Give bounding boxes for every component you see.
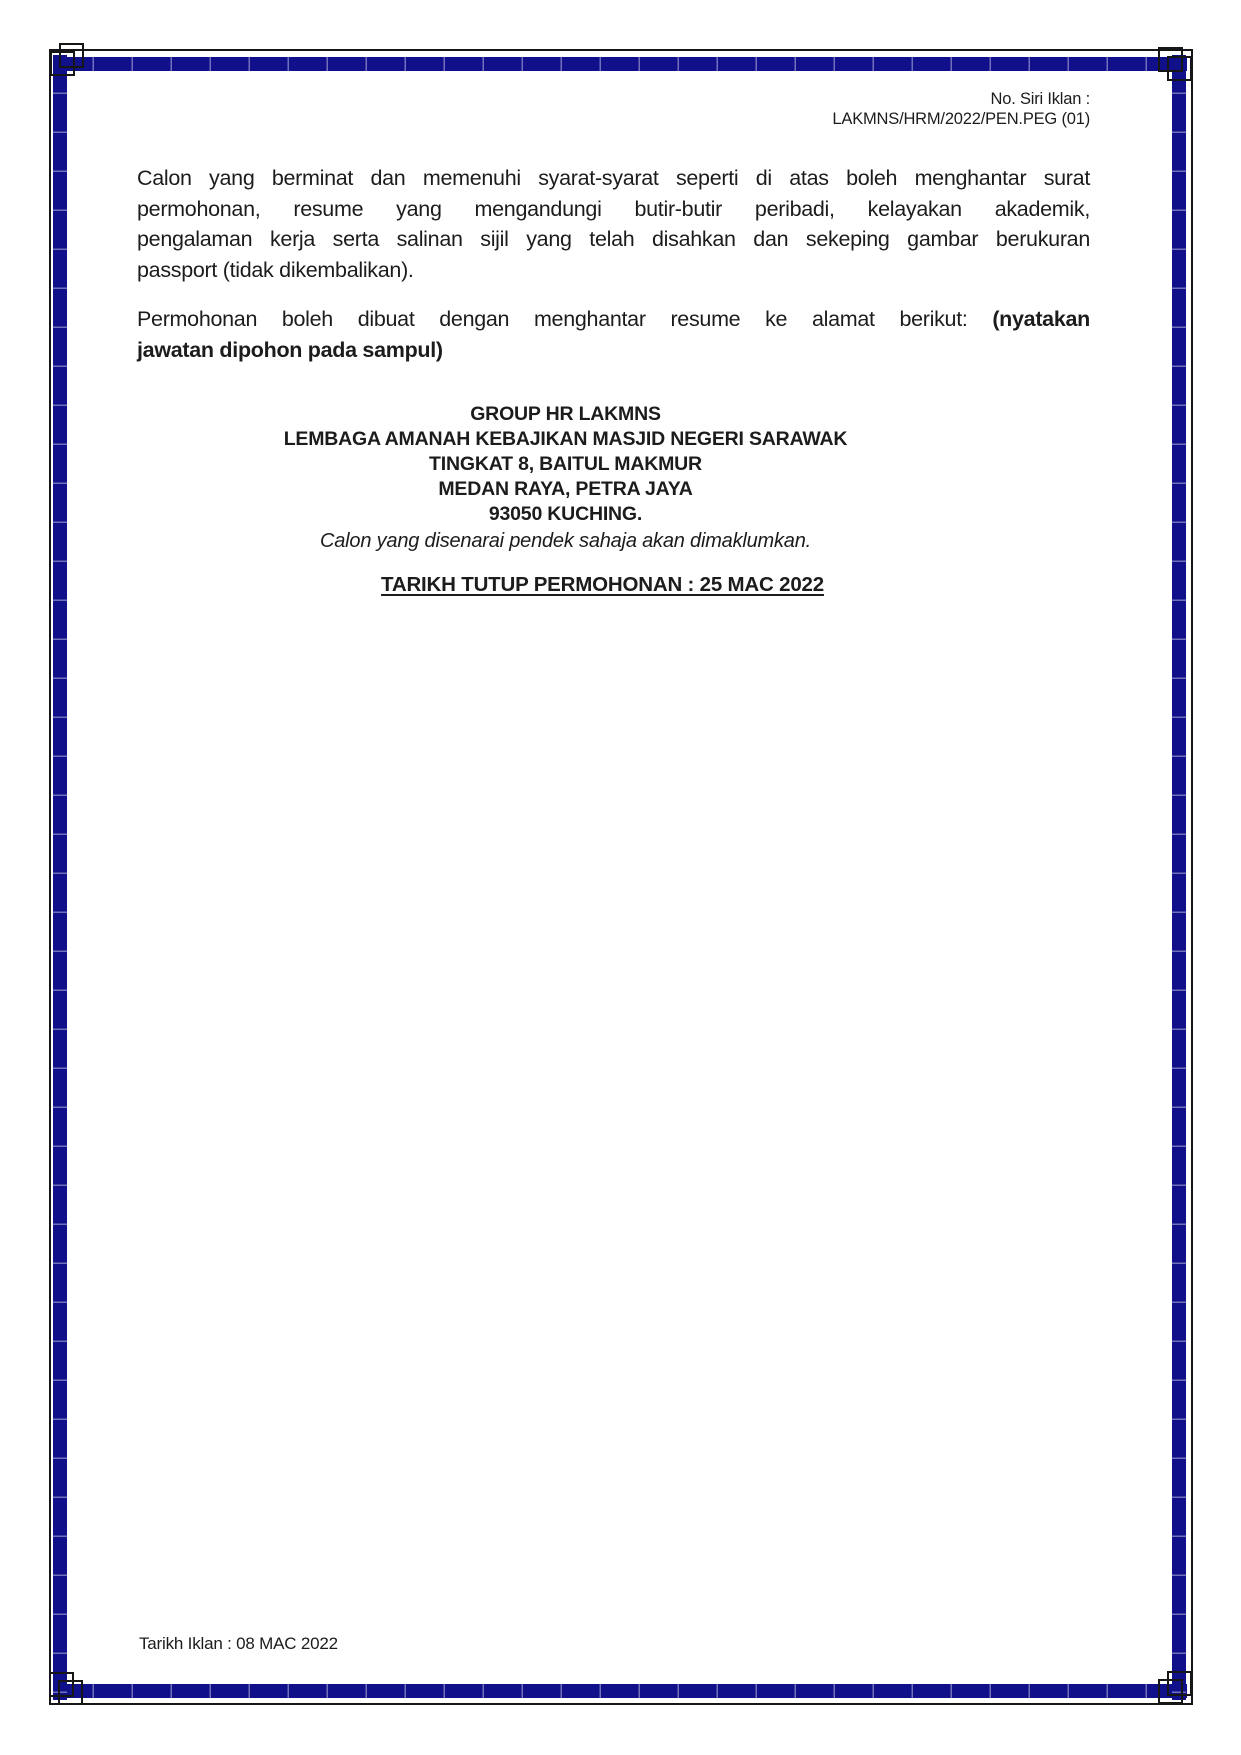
paragraph-submission-address-intro: [137, 304, 1090, 365]
advert-serial-number: LAKMNS/HRM/2022/PEN.PEG (01): [832, 110, 1090, 128]
address-line: LEMBAGA AMANAH KEBAJIKAN MASJID NEGERI SARAWAK: [283, 427, 848, 450]
page-border-band-bottom: [55, 1684, 1187, 1698]
paragraph-line: permohonan, resume yang mengandungi butir-butir peribadi, kelayakan akademik,: [137, 196, 1090, 221]
paragraph-line: jawatan dipohon pada sampul): [137, 337, 443, 362]
corner-ornament-top-left-b: [59, 43, 84, 68]
corner-ornament-bottom-left-b: [58, 1680, 83, 1705]
advert-date-line: Tarikh Iklan : 08 MAC 2022: [139, 1634, 338, 1653]
paragraph-text-bold: (nyatakan: [992, 307, 1090, 332]
page-border-band-left: [53, 55, 67, 1700]
paragraph-line: pengalaman kerja serta salinan sijil yang telah disahkan dan sekeping gambar berukuran: [137, 227, 1090, 252]
closing-date-line: [137, 572, 1090, 597]
content-area: [137, 0, 1090, 597]
closing-date-text: TARIKH TUTUP PERMOHONAN : 25 MAC 2022: [381, 572, 824, 596]
address-line: TINGKAT 8, BAITUL MAKMUR: [429, 452, 702, 475]
paragraph-line: [137, 304, 1090, 335]
address-line: 93050 KUCHING.: [488, 502, 643, 525]
paragraph-line: passport (tidak dikembalikan).: [137, 257, 414, 282]
shortlist-note: Calon yang disenarai pendek sahaja akan dimaklumkan.: [319, 529, 812, 552]
corner-ornament-top-right-b: [1167, 56, 1192, 81]
mailing-address-block: [137, 402, 1090, 527]
advert-serial-block: [137, 89, 1090, 129]
corner-ornament-bottom-right-b: [1158, 1679, 1183, 1704]
page-border-band-right: [1172, 55, 1186, 1700]
address-line: GROUP HR LAKMNS: [470, 402, 661, 425]
address-line: MEDAN RAYA, PETRA JAYA: [438, 477, 693, 500]
paragraph-application-instructions: [137, 163, 1090, 285]
advert-serial-label: No. Siri Iklan :: [990, 90, 1090, 108]
paragraph-line: Calon yang berminat dan memenuhi syarat-syarat seperti di atas boleh menghantar surat: [137, 166, 1090, 190]
paragraph-text: Permohonan boleh dibuat dengan menghantar resume ke alamat berikut:: [137, 307, 968, 332]
